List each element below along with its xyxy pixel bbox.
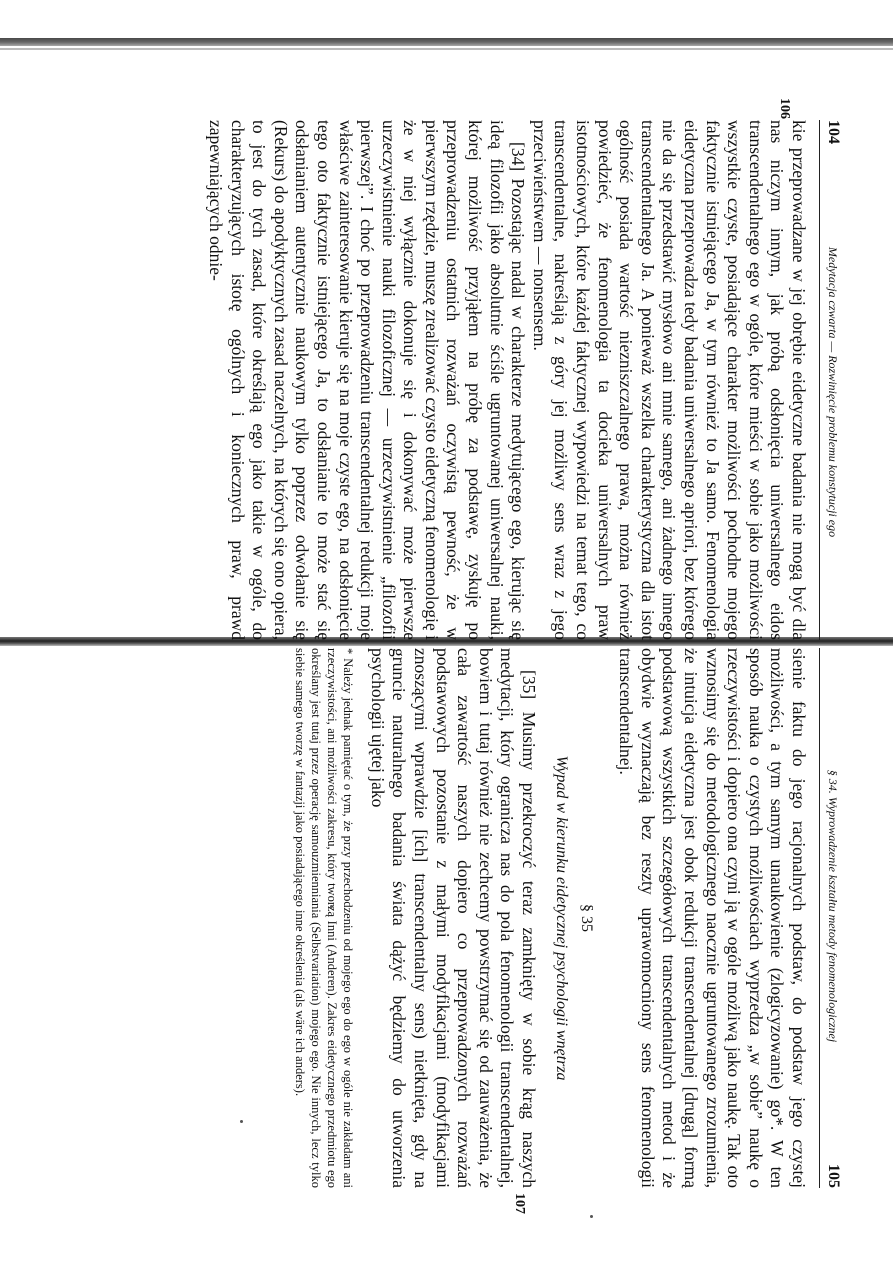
section-number: § 35 — [577, 904, 595, 932]
section-title: Wypad w kierunku eidetycznej psychologii wnętrza — [553, 755, 571, 1081]
footnote: * Należy jednak pamiętać o tym, że przy przechodzeniu od mojego ego do ego w ogóle nie zakładam ani rzeczywistości, ani możliwości zakresu, który tworzą Inni (Anderen). Zakres eidetycznego przedmiotu ego określany jest tutaj przez operację samouzmienniania (Selbstvariation) mojego ego. Nie innych, lecz tylko siebie samego tworzę w fantazji jako posiadającego inne określenia (als wäre ich anders). — [293, 648, 356, 1188]
right-body-text — [366, 648, 809, 1188]
left-paragraph: [34] Pozostając nadal w charakterze medytującego ego, kierując się ideą filozofii jako absolutnie ściśle ugruntowanej uniwersalnej nauki, której możliwość przyjąłem na próbę za podstawę, zyskuję po przeprowadzeniu ostatnich rozważań oczywistą pewność, że w pierwszym rzędzie, muszę zrealizować czysto eidetyczną fenomenologię i że w niej wyłącznie dokonuje się i dokonywać może pierwsze urzeczywistnienie nauki filozoficznej — urzeczywistnienie „filozofii pierwszej”. I choć po przeprowadzeniu transcendentalnej redukcji moje właściwe zainteresowanie kieruje się na moje czyste ego, na odsłonięcie tego oto faktycznie istniejącego Ja, to odsłanianie to może stać się odsłanianiem autentycznie naukowym tylko poprzez odwołanie się (Rekurs) do apodyktycznych zasad naczelnych, na których się ono opiera, to jest do tych zasad, które określają ego jako takie w ogóle, do charakteryzujących istotę ogólnych i koniecznych praw, prawd zapewniających odnie- — [205, 120, 529, 640]
scan-top-edge-line — [0, 48, 893, 50]
right-running-head — [819, 648, 842, 1188]
left-running-head — [819, 120, 842, 640]
right-paragraph: sienie faktu do jego racjonalnych podstaw, do podstaw jego czystej możliwości, a tym samym unaukowienie (zlogicyzowanie) go*. W ten sposób nauka o czystych możliwościach wyprzedza „w sobie” naukę o rzeczywistości i dopiero ona czyni ją w ogóle możliwą jako naukę. Tak oto wznosimy się do metodologicznego naocznie ugruntowanego zrozumienia, że intuicja eidetyczna jest obok redukcji transcendentalnej [drugą] formą podstawową wszystkich szczegółowych transcendentalnych metod i że obydwie wyznaczają bez reszty uprawomocniony sens fenomenologii transcendentalnej. — [616, 648, 809, 1188]
right-page — [107, 648, 842, 1214]
right-page-number: 105 — [825, 1164, 842, 1188]
left-margin-number: 106 — [777, 98, 792, 119]
left-page-number: 104 — [825, 120, 842, 144]
left-paragraph: kie przeprowadzane w jej obrębie eidetyczne badania nie mogą być dla nas niczym innym, jak próbą odsłonięcia uniwersalnego eidos transcendentalnego ego w ogóle, które mieści w sobie jako możliwości wszystkie czyste, posiadające charakter możliwości pochodne mojego faktycznie istniejącego Ja, w tym również to Ja samo. Fenomenologia eidetyczna przeprowadza tedy badania uniwersalnego apriori, bez którego nie da się przedstawić mysłowo ani mnie samego, ani żadnego innego transcendentalnego Ja. A ponieważ wszelka charakterystyczna dla istot ogólność posiada wartość niezniszczalnego prawa, można również powiedzieć, że fenomenologia ta dociekа uniwersalnych praw istotnościowych, które każdej faktycznej wypowiedzi na temat tego, co transcendentalne, nakreślają z góry jej możliwy sens wraz z jego przeciwieństwem — nonsensem. — [529, 120, 809, 640]
left-body-text — [204, 120, 809, 640]
right-paragraph: [35] Musimy przekroczyć teraz zamknięty w sobie krąg naszych medytacji, który ogranicza nas do pola fenomenologii transcendentalnej, bowiem i tutaj również nie zechcemy powstrzymać się od zauważenia, że cała zawartość naszych dopiero co przeprowadzonych rozważań podstawowych pozostanie z małymi modyfikacjami (modyfikacjami znoszącymi wprawdzie [ich] transcendentalny sens) nietknięta, gdy na gruncie naturalnego badania świata dążyć będziemy do utworzenia psychologii ujętej jako — [367, 648, 540, 1188]
scan-speck — [590, 1215, 593, 1218]
right-running-head-title: § 34. Wyprowadzenie kształtu metody fenomenologicznej — [826, 769, 840, 1043]
scan-top-edge — [0, 38, 893, 46]
left-page — [107, 98, 842, 640]
left-running-head-title: Medytacja czwarta — Rozwinięcie problemu konstytucji ego — [826, 246, 840, 538]
right-margin-number: 107 — [512, 1193, 527, 1214]
